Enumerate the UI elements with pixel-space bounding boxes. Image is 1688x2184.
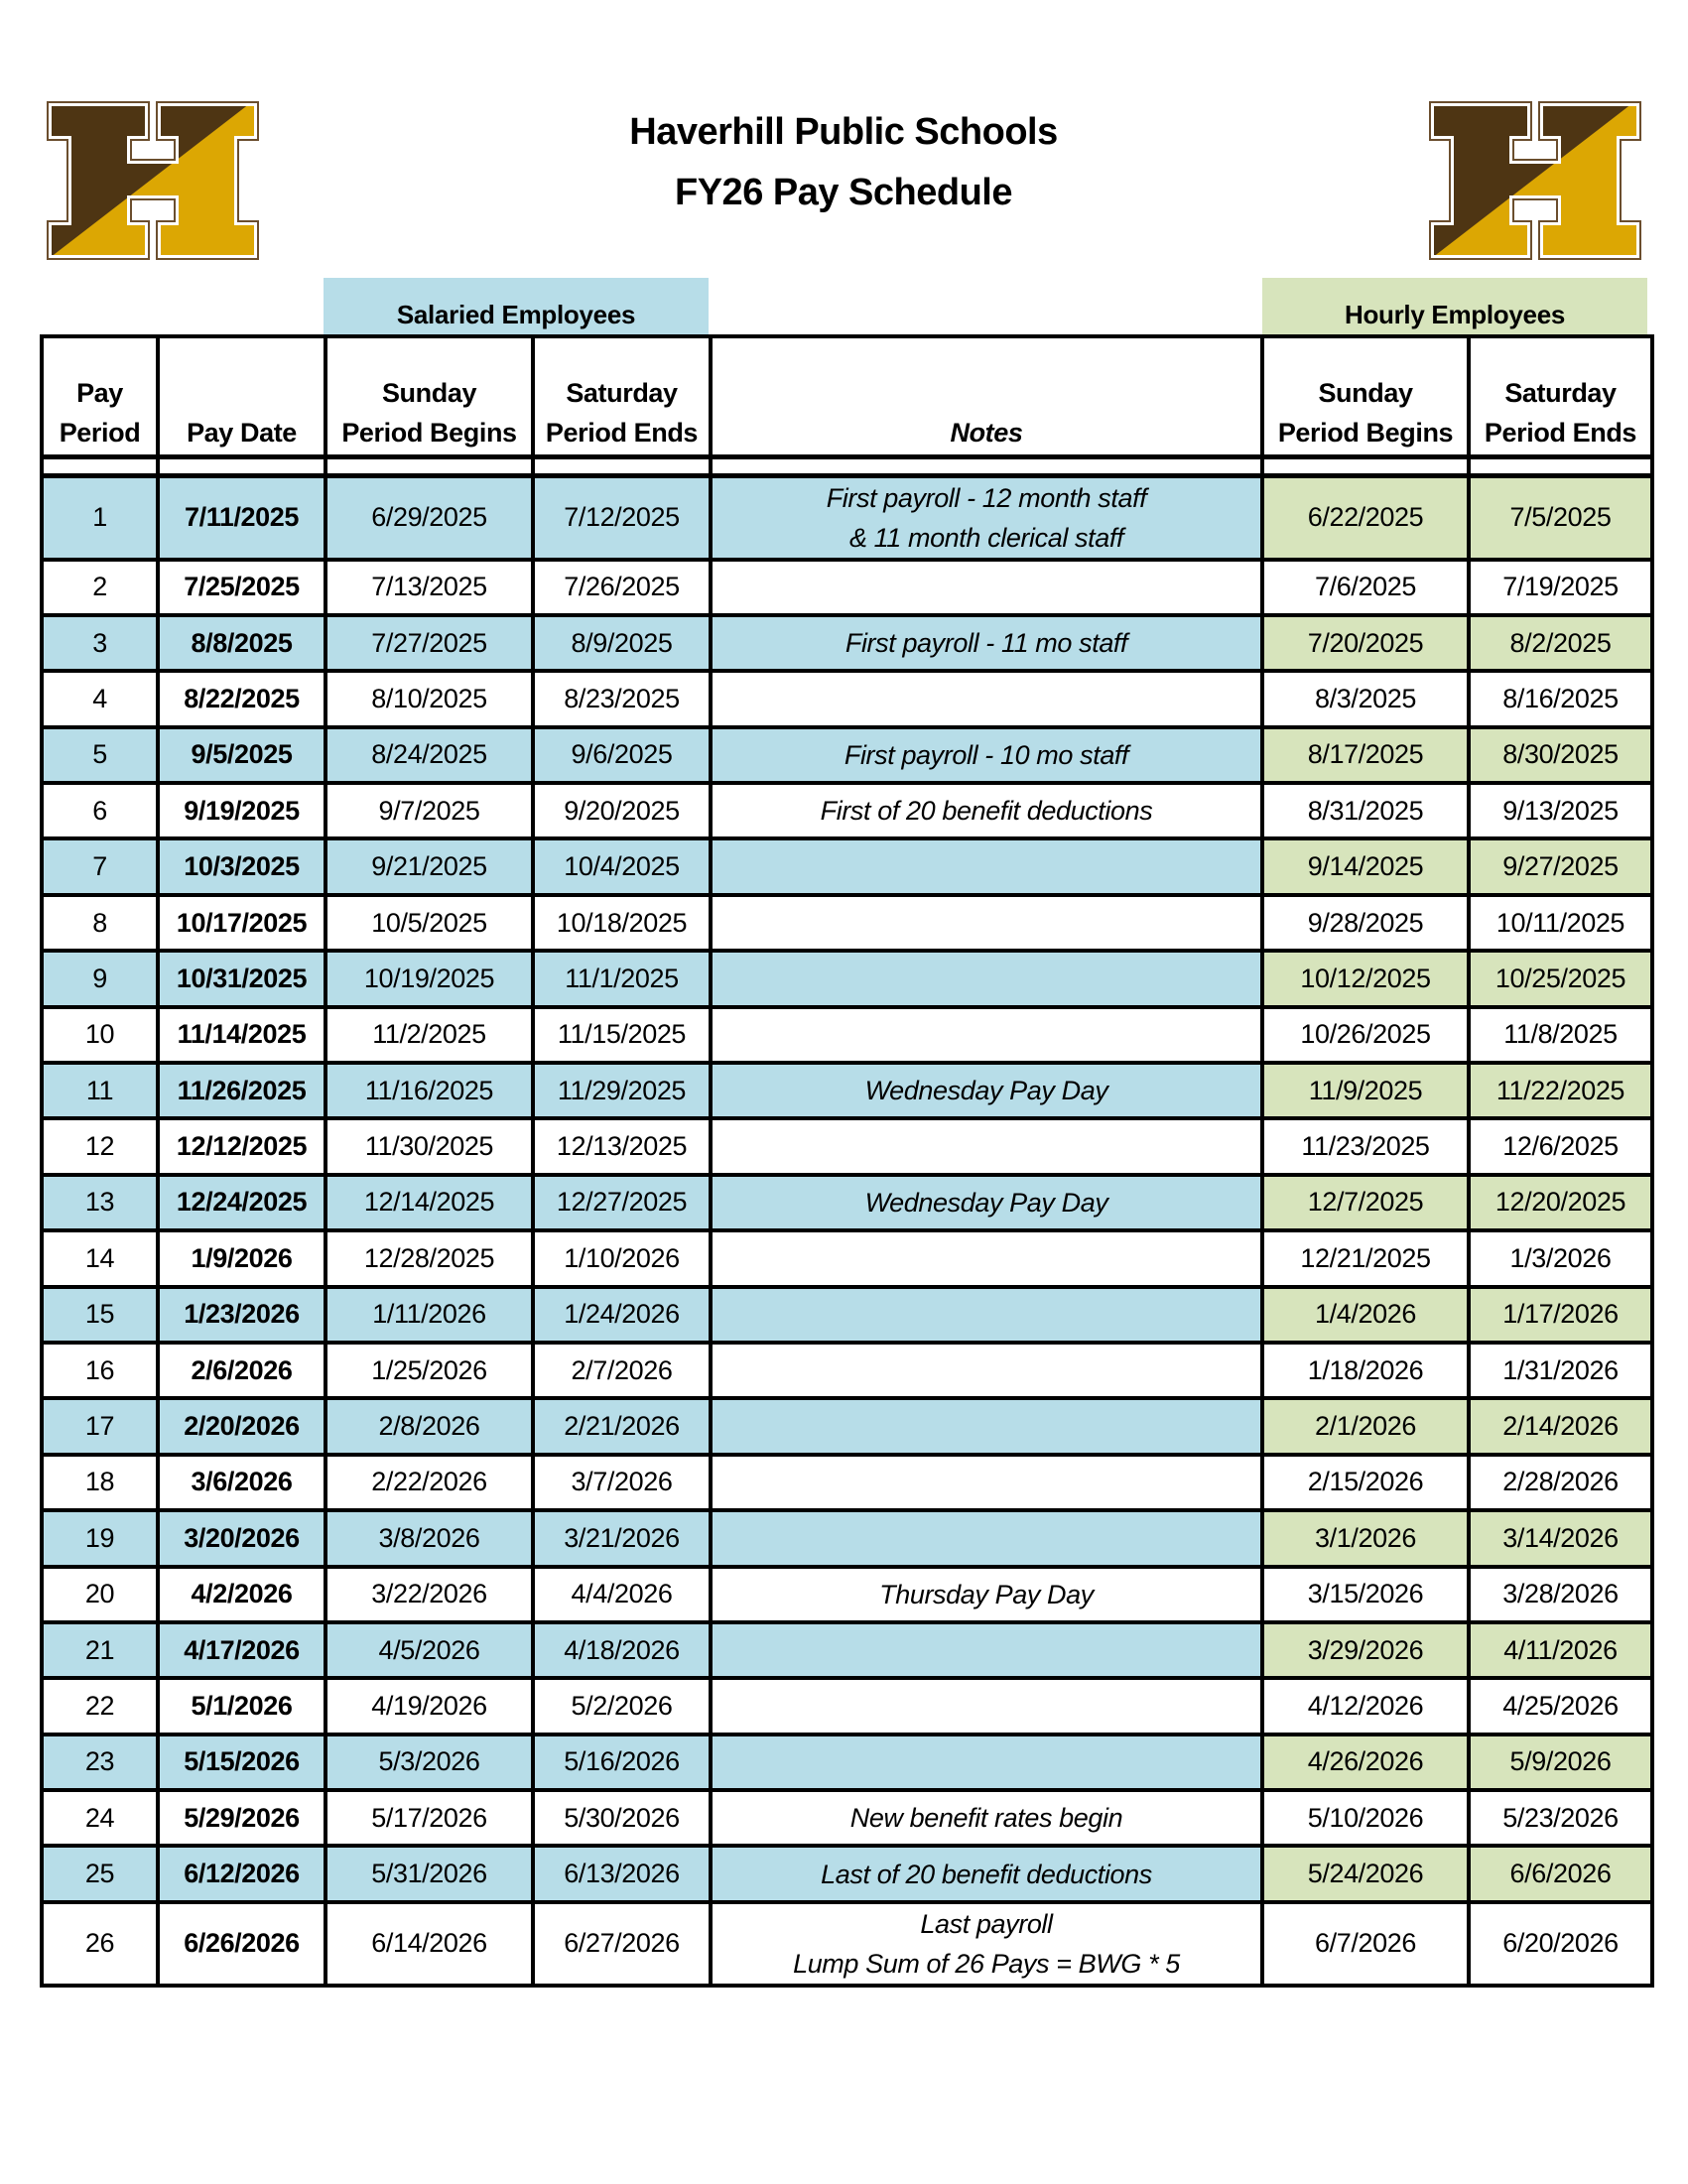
pay-period-cell: 24 bbox=[42, 1790, 158, 1846]
notes-cell bbox=[711, 1175, 1262, 1230]
salaried-period-ends-cell: 1/10/2026 bbox=[533, 1230, 711, 1286]
table-row bbox=[42, 1175, 1652, 1230]
notes-cell bbox=[711, 1343, 1262, 1398]
salaried-period-ends-cell: 11/29/2025 bbox=[533, 1063, 711, 1118]
pay-date-cell: 4/17/2026 bbox=[158, 1622, 325, 1678]
notes-cell bbox=[711, 1287, 1262, 1343]
pay-period-cell: 21 bbox=[42, 1622, 158, 1678]
hourly-period-begins-cell: 10/12/2025 bbox=[1262, 951, 1469, 1006]
salaried-period-begins-cell: 5/3/2026 bbox=[325, 1734, 533, 1790]
salaried-period-begins-cell: 3/22/2026 bbox=[325, 1567, 533, 1622]
table-row bbox=[42, 1846, 1652, 1901]
notes-cell bbox=[711, 671, 1262, 726]
h-logo-icon bbox=[46, 100, 260, 261]
salaried-period-ends-cell: 4/18/2026 bbox=[533, 1622, 711, 1678]
salaried-period-begins-cell: 2/22/2026 bbox=[325, 1455, 533, 1510]
hourly-period-ends-cell: 1/3/2026 bbox=[1469, 1230, 1652, 1286]
hourly-period-begins-cell: 5/24/2026 bbox=[1262, 1846, 1469, 1901]
salaried-period-ends-cell: 4/4/2026 bbox=[533, 1567, 711, 1622]
salaried-period-ends-cell: 5/30/2026 bbox=[533, 1790, 711, 1846]
salaried-period-ends-cell: 7/12/2025 bbox=[533, 475, 711, 560]
salaried-period-begins-cell: 6/14/2026 bbox=[325, 1902, 533, 1986]
note-line: First payroll - 11 mo staff bbox=[844, 628, 1128, 659]
notes-cell bbox=[711, 475, 1262, 560]
hourly-period-ends-cell: 2/28/2026 bbox=[1469, 1455, 1652, 1510]
hourly-period-begins-cell: 7/6/2025 bbox=[1262, 560, 1469, 615]
table-row bbox=[42, 1902, 1652, 1986]
pay-period-cell: 17 bbox=[42, 1398, 158, 1454]
column-header-pay-period: Pay Period bbox=[42, 336, 158, 456]
hourly-period-ends-cell: 6/6/2026 bbox=[1469, 1846, 1652, 1901]
salaried-period-ends-cell: 8/23/2025 bbox=[533, 671, 711, 726]
pay-period-cell: 7 bbox=[42, 838, 158, 894]
note-line: Thursday Pay Day bbox=[879, 1579, 1094, 1609]
note-line: Wednesday Pay Day bbox=[864, 1187, 1108, 1218]
column-header-hourly-period-ends: Saturday Period Ends bbox=[1469, 336, 1652, 456]
hourly-period-ends-cell: 10/11/2025 bbox=[1469, 895, 1652, 951]
table-row bbox=[42, 671, 1652, 726]
table-row bbox=[42, 475, 1652, 560]
pay-date-cell: 11/26/2025 bbox=[158, 1063, 325, 1118]
notes-cell bbox=[711, 1678, 1262, 1734]
hourly-period-ends-cell: 1/31/2026 bbox=[1469, 1343, 1652, 1398]
hourly-period-ends-cell: 7/19/2025 bbox=[1469, 560, 1652, 615]
note-line: & 11 month clerical staff bbox=[848, 522, 1124, 553]
pay-date-cell: 2/6/2026 bbox=[158, 1343, 325, 1398]
pay-period-cell: 10 bbox=[42, 1007, 158, 1063]
hourly-period-begins-cell: 3/1/2026 bbox=[1262, 1510, 1469, 1566]
table-row bbox=[42, 1678, 1652, 1734]
table-row bbox=[42, 1287, 1652, 1343]
note-line: New benefit rates begin bbox=[849, 1803, 1123, 1834]
table-row bbox=[42, 1007, 1652, 1063]
salaried-period-begins-cell: 8/10/2025 bbox=[325, 671, 533, 726]
notes-cell bbox=[711, 1734, 1262, 1790]
hourly-period-ends-cell: 8/16/2025 bbox=[1469, 671, 1652, 726]
hourly-period-begins-cell: 2/15/2026 bbox=[1262, 1455, 1469, 1510]
pay-date-cell: 10/31/2025 bbox=[158, 951, 325, 1006]
hourly-period-ends-cell: 11/22/2025 bbox=[1469, 1063, 1652, 1118]
table-row bbox=[42, 1790, 1652, 1846]
salaried-period-begins-cell: 7/27/2025 bbox=[325, 615, 533, 671]
hourly-period-begins-cell: 4/26/2026 bbox=[1262, 1734, 1469, 1790]
salaried-period-ends-cell: 5/2/2026 bbox=[533, 1678, 711, 1734]
hourly-period-begins-cell: 8/3/2025 bbox=[1262, 671, 1469, 726]
salaried-period-ends-cell: 8/9/2025 bbox=[533, 615, 711, 671]
pay-date-cell: 10/17/2025 bbox=[158, 895, 325, 951]
notes-cell bbox=[711, 895, 1262, 951]
salaried-period-begins-cell: 8/24/2025 bbox=[325, 727, 533, 783]
hourly-period-ends-cell: 3/28/2026 bbox=[1469, 1567, 1652, 1622]
notes-cell bbox=[711, 1846, 1262, 1901]
pay-period-cell: 19 bbox=[42, 1510, 158, 1566]
pay-date-cell: 3/20/2026 bbox=[158, 1510, 325, 1566]
salaried-period-begins-cell: 1/11/2026 bbox=[325, 1287, 533, 1343]
table-row bbox=[42, 615, 1652, 671]
salaried-period-ends-cell: 11/1/2025 bbox=[533, 951, 711, 1006]
notes-cell bbox=[711, 1902, 1262, 1986]
pay-date-cell: 7/25/2025 bbox=[158, 560, 325, 615]
salaried-period-begins-cell: 7/13/2025 bbox=[325, 560, 533, 615]
table-row bbox=[42, 1622, 1652, 1678]
notes-cell bbox=[711, 1455, 1262, 1510]
hourly-period-begins-cell: 12/7/2025 bbox=[1262, 1175, 1469, 1230]
salaried-period-begins-cell: 2/8/2026 bbox=[325, 1398, 533, 1454]
pay-date-cell: 6/26/2026 bbox=[158, 1902, 325, 1986]
notes-cell bbox=[711, 1118, 1262, 1174]
pay-date-cell: 8/22/2025 bbox=[158, 671, 325, 726]
salaried-period-begins-cell: 4/5/2026 bbox=[325, 1622, 533, 1678]
salaried-period-ends-cell: 3/7/2026 bbox=[533, 1455, 711, 1510]
pay-date-cell: 9/5/2025 bbox=[158, 727, 325, 783]
hourly-period-begins-cell: 3/29/2026 bbox=[1262, 1622, 1469, 1678]
pay-period-cell: 23 bbox=[42, 1734, 158, 1790]
hourly-period-begins-cell: 11/9/2025 bbox=[1262, 1063, 1469, 1118]
salaried-period-begins-cell: 4/19/2026 bbox=[325, 1678, 533, 1734]
hourly-period-begins-cell: 8/31/2025 bbox=[1262, 783, 1469, 838]
pay-date-cell: 1/23/2026 bbox=[158, 1287, 325, 1343]
salaried-period-ends-cell: 3/21/2026 bbox=[533, 1510, 711, 1566]
salaried-period-ends-cell: 12/27/2025 bbox=[533, 1175, 711, 1230]
hourly-period-ends-cell: 11/8/2025 bbox=[1469, 1007, 1652, 1063]
page-title: Haverhill Public Schools bbox=[629, 111, 1058, 153]
school-logo-left bbox=[46, 100, 260, 261]
pay-period-cell: 11 bbox=[42, 1063, 158, 1118]
salaried-period-begins-cell: 11/2/2025 bbox=[325, 1007, 533, 1063]
notes-cell bbox=[711, 727, 1262, 783]
pay-date-cell: 11/14/2025 bbox=[158, 1007, 325, 1063]
salaried-period-begins-cell: 12/14/2025 bbox=[325, 1175, 533, 1230]
notes-cell bbox=[711, 1622, 1262, 1678]
pay-period-cell: 25 bbox=[42, 1846, 158, 1901]
salaried-period-begins-cell: 10/5/2025 bbox=[325, 895, 533, 951]
salaried-period-ends-cell: 9/6/2025 bbox=[533, 727, 711, 783]
salaried-period-begins-cell: 10/19/2025 bbox=[325, 951, 533, 1006]
pay-period-cell: 4 bbox=[42, 671, 158, 726]
hourly-period-begins-cell: 12/21/2025 bbox=[1262, 1230, 1469, 1286]
pay-date-cell: 6/12/2026 bbox=[158, 1846, 325, 1901]
hourly-period-ends-cell: 7/5/2025 bbox=[1469, 475, 1652, 560]
pay-schedule-table bbox=[40, 334, 1654, 1988]
pay-date-cell: 9/19/2025 bbox=[158, 783, 325, 838]
salaried-period-ends-cell: 11/15/2025 bbox=[533, 1007, 711, 1063]
salaried-period-begins-cell: 11/16/2025 bbox=[325, 1063, 533, 1118]
pay-period-cell: 14 bbox=[42, 1230, 158, 1286]
header-spacer-row bbox=[42, 456, 1652, 475]
hourly-period-ends-cell: 8/30/2025 bbox=[1469, 727, 1652, 783]
notes-cell bbox=[711, 1510, 1262, 1566]
pay-date-cell: 12/24/2025 bbox=[158, 1175, 325, 1230]
notes-cell bbox=[711, 838, 1262, 894]
salaried-period-ends-cell: 12/13/2025 bbox=[533, 1118, 711, 1174]
hourly-period-ends-cell: 8/2/2025 bbox=[1469, 615, 1652, 671]
notes-cell bbox=[711, 951, 1262, 1006]
table-header-row bbox=[42, 336, 1652, 456]
table-row bbox=[42, 951, 1652, 1006]
column-header-salaried-period-begins: Sunday Period Begins bbox=[325, 336, 533, 456]
school-logo-right bbox=[1428, 100, 1642, 261]
column-header-notes: Notes bbox=[711, 336, 1262, 456]
hourly-period-begins-cell: 4/12/2026 bbox=[1262, 1678, 1469, 1734]
salaried-period-ends-cell: 9/20/2025 bbox=[533, 783, 711, 838]
pay-date-cell: 12/12/2025 bbox=[158, 1118, 325, 1174]
hourly-period-begins-cell: 2/1/2026 bbox=[1262, 1398, 1469, 1454]
hourly-period-ends-cell: 12/6/2025 bbox=[1469, 1118, 1652, 1174]
h-logo-icon bbox=[1428, 100, 1642, 261]
hourly-period-begins-cell: 1/18/2026 bbox=[1262, 1343, 1469, 1398]
hourly-period-ends-cell: 5/23/2026 bbox=[1469, 1790, 1652, 1846]
salaried-period-begins-cell: 12/28/2025 bbox=[325, 1230, 533, 1286]
pay-period-cell: 15 bbox=[42, 1287, 158, 1343]
column-header-salaried-period-ends: Saturday Period Ends bbox=[533, 336, 711, 456]
pay-period-cell: 6 bbox=[42, 783, 158, 838]
salaried-period-begins-cell: 9/21/2025 bbox=[325, 838, 533, 894]
hourly-period-begins-cell: 9/14/2025 bbox=[1262, 838, 1469, 894]
notes-cell bbox=[711, 560, 1262, 615]
pay-period-cell: 1 bbox=[42, 475, 158, 560]
notes-cell bbox=[711, 1567, 1262, 1622]
pay-date-cell: 2/20/2026 bbox=[158, 1398, 325, 1454]
hourly-period-begins-cell: 7/20/2025 bbox=[1262, 615, 1469, 671]
notes-cell bbox=[711, 783, 1262, 838]
note-line: Last of 20 benefit deductions bbox=[821, 1859, 1152, 1889]
salaried-period-ends-cell: 2/21/2026 bbox=[533, 1398, 711, 1454]
salaried-period-ends-cell: 2/7/2026 bbox=[533, 1343, 711, 1398]
hourly-period-ends-cell: 6/20/2026 bbox=[1469, 1902, 1652, 1986]
notes-cell bbox=[711, 615, 1262, 671]
note-line: Last payroll bbox=[920, 1908, 1053, 1939]
pay-date-cell: 10/3/2025 bbox=[158, 838, 325, 894]
hourly-period-begins-cell: 10/26/2025 bbox=[1262, 1007, 1469, 1063]
pay-period-cell: 12 bbox=[42, 1118, 158, 1174]
pay-period-cell: 2 bbox=[42, 560, 158, 615]
hourly-period-ends-cell: 3/14/2026 bbox=[1469, 1510, 1652, 1566]
salaried-period-ends-cell: 10/18/2025 bbox=[533, 895, 711, 951]
table-row bbox=[42, 783, 1652, 838]
table-row bbox=[42, 895, 1652, 951]
salaried-period-begins-cell: 5/31/2026 bbox=[325, 1846, 533, 1901]
hourly-period-ends-cell: 4/11/2026 bbox=[1469, 1622, 1652, 1678]
note-line: First of 20 benefit deductions bbox=[820, 796, 1153, 827]
hourly-period-ends-cell: 4/25/2026 bbox=[1469, 1678, 1652, 1734]
salaried-period-begins-cell: 9/7/2025 bbox=[325, 783, 533, 838]
table-row bbox=[42, 1230, 1652, 1286]
table-row bbox=[42, 1063, 1652, 1118]
salaried-period-ends-cell: 10/4/2025 bbox=[533, 838, 711, 894]
salaried-period-ends-cell: 6/13/2026 bbox=[533, 1846, 711, 1901]
salaried-period-ends-cell: 1/24/2026 bbox=[533, 1287, 711, 1343]
pay-date-cell: 5/15/2026 bbox=[158, 1734, 325, 1790]
pay-date-cell: 5/29/2026 bbox=[158, 1790, 325, 1846]
salaried-period-begins-cell: 11/30/2025 bbox=[325, 1118, 533, 1174]
hourly-period-begins-cell: 1/4/2026 bbox=[1262, 1287, 1469, 1343]
hourly-period-ends-cell: 2/14/2026 bbox=[1469, 1398, 1652, 1454]
table-row bbox=[42, 560, 1652, 615]
table-row bbox=[42, 838, 1652, 894]
table-row bbox=[42, 1398, 1652, 1454]
page-subtitle: FY26 Pay Schedule bbox=[675, 172, 1012, 213]
hourly-period-begins-cell: 5/10/2026 bbox=[1262, 1790, 1469, 1846]
pay-date-cell: 4/2/2026 bbox=[158, 1567, 325, 1622]
pay-date-cell: 7/11/2025 bbox=[158, 475, 325, 560]
pay-period-cell: 20 bbox=[42, 1567, 158, 1622]
hourly-period-ends-cell: 10/25/2025 bbox=[1469, 951, 1652, 1006]
pay-period-cell: 16 bbox=[42, 1343, 158, 1398]
table-row bbox=[42, 1455, 1652, 1510]
hourly-period-begins-cell: 6/22/2025 bbox=[1262, 475, 1469, 560]
table-row bbox=[42, 1734, 1652, 1790]
column-header-pay-date: Pay Date bbox=[158, 336, 325, 456]
pay-date-cell: 5/1/2026 bbox=[158, 1678, 325, 1734]
note-line: Wednesday Pay Day bbox=[864, 1076, 1108, 1106]
notes-cell bbox=[711, 1230, 1262, 1286]
salaried-period-ends-cell: 5/16/2026 bbox=[533, 1734, 711, 1790]
table-row bbox=[42, 1343, 1652, 1398]
salaried-period-ends-cell: 6/27/2026 bbox=[533, 1902, 711, 1986]
notes-cell bbox=[711, 1790, 1262, 1846]
pay-period-cell: 9 bbox=[42, 951, 158, 1006]
salaried-period-begins-cell: 6/29/2025 bbox=[325, 475, 533, 560]
note-line: First payroll - 12 month staff bbox=[826, 482, 1147, 513]
pay-date-cell: 1/9/2026 bbox=[158, 1230, 325, 1286]
notes-cell bbox=[711, 1398, 1262, 1454]
salaried-period-begins-cell: 3/8/2026 bbox=[325, 1510, 533, 1566]
salaried-period-begins-cell: 1/25/2026 bbox=[325, 1343, 533, 1398]
note-line: First payroll - 10 mo staff bbox=[844, 739, 1129, 770]
salaried-period-ends-cell: 7/26/2025 bbox=[533, 560, 711, 615]
notes-cell bbox=[711, 1007, 1262, 1063]
pay-period-cell: 22 bbox=[42, 1678, 158, 1734]
hourly-period-begins-cell: 11/23/2025 bbox=[1262, 1118, 1469, 1174]
table-row bbox=[42, 1567, 1652, 1622]
table-row bbox=[42, 1510, 1652, 1566]
hourly-period-ends-cell: 9/27/2025 bbox=[1469, 838, 1652, 894]
table-row bbox=[42, 727, 1652, 783]
hourly-period-ends-cell: 5/9/2026 bbox=[1469, 1734, 1652, 1790]
salaried-period-begins-cell: 5/17/2026 bbox=[325, 1790, 533, 1846]
hourly-period-begins-cell: 9/28/2025 bbox=[1262, 895, 1469, 951]
pay-period-cell: 13 bbox=[42, 1175, 158, 1230]
pay-date-cell: 8/8/2025 bbox=[158, 615, 325, 671]
pay-period-cell: 3 bbox=[42, 615, 158, 671]
hourly-period-begins-cell: 8/17/2025 bbox=[1262, 727, 1469, 783]
pay-date-cell: 3/6/2026 bbox=[158, 1455, 325, 1510]
hourly-employees-group-header: Hourly Employees bbox=[1262, 278, 1647, 334]
pay-period-cell: 18 bbox=[42, 1455, 158, 1510]
pay-period-cell: 8 bbox=[42, 895, 158, 951]
notes-cell bbox=[711, 1063, 1262, 1118]
hourly-period-begins-cell: 3/15/2026 bbox=[1262, 1567, 1469, 1622]
hourly-period-ends-cell: 9/13/2025 bbox=[1469, 783, 1652, 838]
salaried-employees-group-header: Salaried Employees bbox=[324, 278, 709, 334]
hourly-period-ends-cell: 12/20/2025 bbox=[1469, 1175, 1652, 1230]
column-header-hourly-period-begins: Sunday Period Begins bbox=[1262, 336, 1469, 456]
hourly-period-begins-cell: 6/7/2026 bbox=[1262, 1902, 1469, 1986]
table-row bbox=[42, 1118, 1652, 1174]
hourly-period-ends-cell: 1/17/2026 bbox=[1469, 1287, 1652, 1343]
note-line: Lump Sum of 26 Pays = BWG * 5 bbox=[793, 1948, 1180, 1979]
pay-period-cell: 26 bbox=[42, 1902, 158, 1986]
pay-period-cell: 5 bbox=[42, 727, 158, 783]
